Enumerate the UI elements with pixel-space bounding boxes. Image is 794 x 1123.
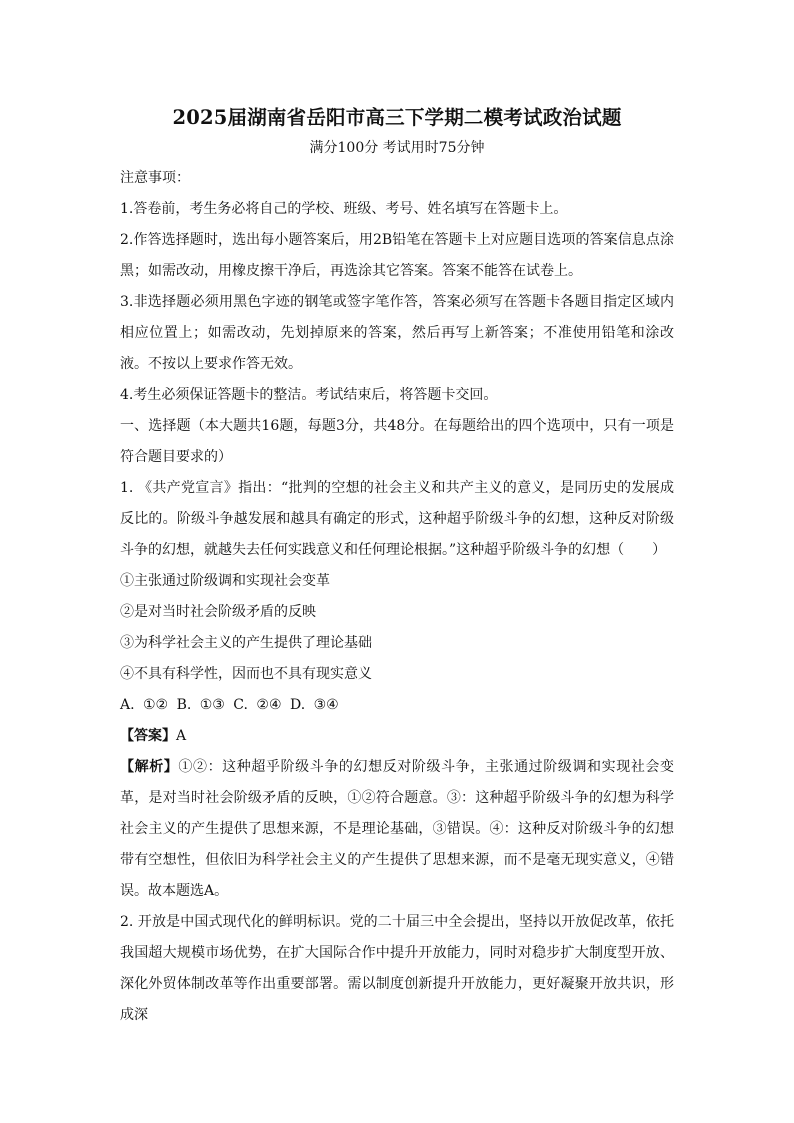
question-1-analysis [120, 752, 674, 907]
analysis-label: 【解析】 [120, 759, 179, 775]
answer-label: 【答案】 [120, 728, 176, 744]
question-1-stem: 1. 《共产党宣言》指出：“批判的空想的社会主义和共产主义的意义，是同历史的发展成反比的。阶级斗争越发展和越具有确定的形式，这种超乎阶级斗争的幻想，这种反对阶级斗争的幻想，就越失去任何实践意义和任何理论根据。”这种超乎阶级斗争的幻想（ ） [120, 480, 674, 558]
analysis-text: ①②：这种超乎阶级斗争的幻想反对阶级斗争，主张通过阶级调和实现社会变革，是对当时社会阶级矛盾的反映，①②符合题意。③：这种超乎阶级斗争的幻想为科学社会主义的产生提供了思想来源，不是理论基础，③错误。④：这种反对阶级斗争的幻想带有空想性，但依旧为科学社会主义的产生提供了思想来源，而不是毫无现实意义，④错误。故本题选A。 [120, 759, 675, 899]
answer-value: A [176, 728, 187, 744]
question-1-statement-1: ①主张通过阶级调和实现社会变革 [120, 573, 330, 589]
notice-item-3: 3.非选择题必须用黑色字迹的钢笔或签字笔作答，答案必须写在答题卡各题目指定区域内相应位置上；如需改动，先划掉原来的答案，然后再写上新答案；不准使用铅笔和涂改液。不按以上要求作答无效。 [120, 294, 674, 372]
question-1-statement-3: ③为科学社会主义的产生提供了理论基础 [120, 635, 372, 651]
question-2-stem: 2. 开放是中国式现代化的鲜明标识。党的二十届三中全会提出，坚持以开放促改革，依托我国超大规模市场优势，在扩大国际合作中提升开放能力，同时对稳步扩大制度型开放、深化外贸体制改革等作出重要部署。需以制度创新提升开放能力，更好凝聚开放共识，形成深 [120, 914, 674, 1023]
question-1-answer [120, 721, 674, 752]
question-1-statement-2: ②是对当时社会阶级矛盾的反映 [120, 604, 316, 620]
exam-title: 2025届湖南省岳阳市高三下学期二模考试政治试题 [172, 106, 622, 129]
notice-item-1: 1.答卷前，考生务必将自己的学校、班级、考号、姓名填写在答题卡上。 [120, 201, 568, 217]
exam-subtitle: 满分100分 考试用时75分钟 [309, 140, 485, 156]
question-1-options: A. ①② B. ①③ C. ②④ D. ③④ [120, 697, 339, 713]
notice-item-4: 4.考生必须保证答题卡的整洁。考试结束后，将答题卡交回。 [120, 387, 498, 403]
notice-heading: 注意事项： [120, 170, 190, 186]
section-heading: 一、选择题（本大题共16题，每题3分，共48分。在每题给出的四个选项中，只有一项是符合题目要求的） [120, 418, 674, 465]
notice-item-2: 2.作答选择题时，选出每小题答案后，用2B铅笔在答题卡上对应题目选项的答案信息点涂黑；如需改动，用橡皮擦干净后，再选涂其它答案。答案不能答在试卷上。 [120, 232, 674, 279]
question-1-statement-4: ④不具有科学性，因而也不具有现实意义 [120, 666, 372, 682]
